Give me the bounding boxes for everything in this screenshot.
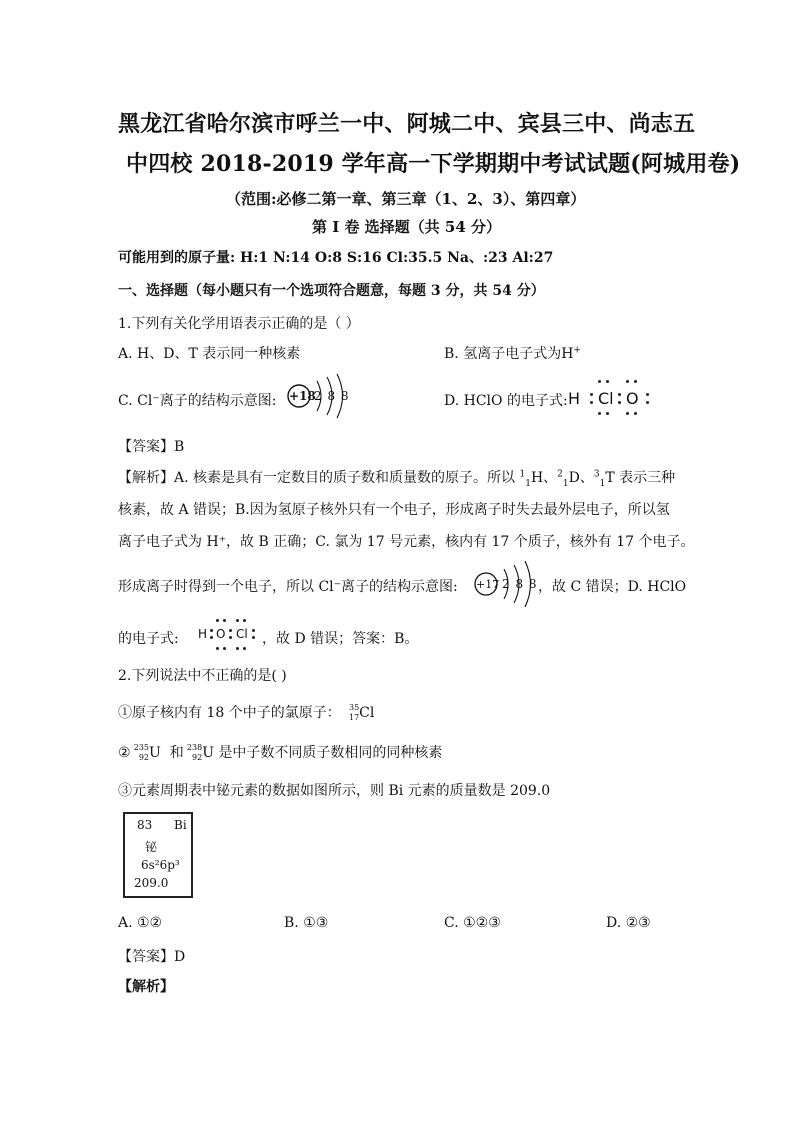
q2-s2-and: 和 (169, 745, 184, 761)
formula-cl: Cl (236, 627, 248, 641)
atomic-number: 92 (192, 753, 203, 762)
q1-explanation-line-3: 离子电子式为 H⁺，故 B 正确；C. 氯为 17 号元素，核内有 17 个质子，核外有 17 个电子。 (118, 534, 695, 550)
element-symbol: Cl (359, 705, 375, 721)
cl-ion-shells-2: 2 8 8 (502, 577, 538, 591)
scope-line: （范围:必修二第一章、第三章（1、2、3）、第四章） (226, 190, 586, 208)
bi-mass: 209.0 (134, 876, 169, 890)
atomic-masses: 可能用到的原子量: H:1 N:14 O:8 S:16 Cl:35.5 Na、:23 Al:27 (118, 250, 554, 266)
cl-ion-shells: 2 8 8 (314, 389, 350, 403)
mass-number: 35 (348, 703, 360, 712)
q1-stem: 1.下列有关化学用语表示正确的是（ ） (118, 316, 360, 332)
q1-answer: 【答案】B (118, 439, 185, 455)
formula-cl: Cl (598, 389, 614, 408)
q1-option-b-text: B. 氢离子电子式为H (444, 346, 574, 362)
mass-number: 238 (186, 743, 203, 752)
q1-expl-1c: D、 (568, 470, 594, 486)
q1-explanation-line-5-tail: ，故 D 错误；答案：B。 (262, 631, 419, 647)
q2-s1-text: ①原子核内有 18 个中子的氯原子： (118, 705, 341, 721)
q1-option-a: A. H、D、T 表示同一种核素 (118, 346, 301, 362)
q1-option-b (444, 343, 581, 363)
q2-answer: 【答案】D (118, 949, 186, 965)
q1-explanation-line-2: 核素，故 A 错误；B.因为氢原子核外只有一个电子，形成离子时失去最外层电子，所以氢 (118, 502, 670, 518)
q2-statement-2 (118, 742, 442, 762)
mass-number: 235 (133, 743, 150, 752)
q2-option-c: C. ①②③ (444, 915, 501, 931)
element-symbol: U (149, 745, 161, 761)
cl-ion-nucleus: +18 (289, 389, 316, 403)
q1-explanation-line-1: 【解析】A. 核素是具有一定数目的质子数和质量数的原子。所以 $^1_1$H、$^2_1$D、$^3_1$T 表示三种 (118, 469, 676, 489)
formula-o: O (626, 389, 639, 408)
q2-statement-3: ③元素周期表中铋元素的数据如图所示，则 Bi 元素的质量数是 209.0 (118, 783, 551, 799)
title-line-2: 中四校 2018-2019 学年高一下学期期中考试试题(阿城用卷) (126, 151, 741, 177)
formula-o: O (216, 627, 226, 641)
part-heading: 第 I 卷 选择题（共 54 分） (312, 218, 502, 236)
q1-explanation-line-4-tail: ，故 C 错误；D. HClO (538, 579, 687, 595)
title-line-1: 黑龙江省哈尔滨市呼兰一中、阿城二中、宾县三中、尚志五 (118, 111, 696, 137)
q1-expl-1d: T 表示三种 (605, 470, 676, 486)
q1-option-b-sup: + (573, 345, 581, 356)
atomic-number: 92 (138, 753, 150, 762)
hclo-electron-formula-d (566, 377, 656, 417)
hclo-electron-formula-expl (196, 617, 260, 651)
q2-s2-tail: U 是中子数不同质子数相同的同种核素 (202, 745, 443, 761)
nuclide-u-235 (135, 744, 149, 762)
formula-h: H (568, 389, 581, 408)
q1-option-c: C. Cl⁻离子的结构示意图: (118, 393, 277, 409)
q2-option-b: B. ①③ (284, 915, 329, 931)
q1-explanation-line-5: 的电子式: (118, 631, 179, 647)
q2-option-d: D. ②③ (606, 915, 651, 931)
q2-s2-prefix: ② (118, 745, 131, 761)
q2-option-a: A. ①② (118, 915, 163, 931)
q1-expl-1b: H、 (530, 470, 558, 486)
nuclide-u-238 (188, 744, 202, 762)
q1-option-d: D. HClO 的电子式: (444, 393, 568, 409)
cl-ion-nucleus-2: +17 (476, 578, 500, 591)
q1-explanation-line-4: 形成离子时得到一个电子，所以 Cl⁻离子的结构示意图: (118, 579, 458, 595)
bi-atomic-number: 83 (137, 818, 153, 832)
bi-config: 6s²6p³ (141, 858, 180, 872)
q2-statement-1 (118, 702, 374, 722)
nuclide-cl-35 (345, 704, 359, 722)
bi-name: 铋 (145, 840, 158, 854)
q2-stem: 2.下列说法中不正确的是( ) (118, 668, 287, 684)
atomic-number: 17 (348, 713, 360, 722)
formula-h: H (198, 627, 208, 641)
bi-symbol: Bi (174, 818, 187, 832)
bismuth-element-cell (123, 812, 193, 898)
q2-analysis: 【解析】 (118, 979, 174, 995)
q1-expl-1a: 【解析】A. 核素是具有一定数目的质子数和质量数的原子。所以 (118, 470, 520, 486)
section-heading: 一、选择题（每小题只有一个选项符合题意，每题 3 分，共 54 分） (118, 283, 545, 299)
